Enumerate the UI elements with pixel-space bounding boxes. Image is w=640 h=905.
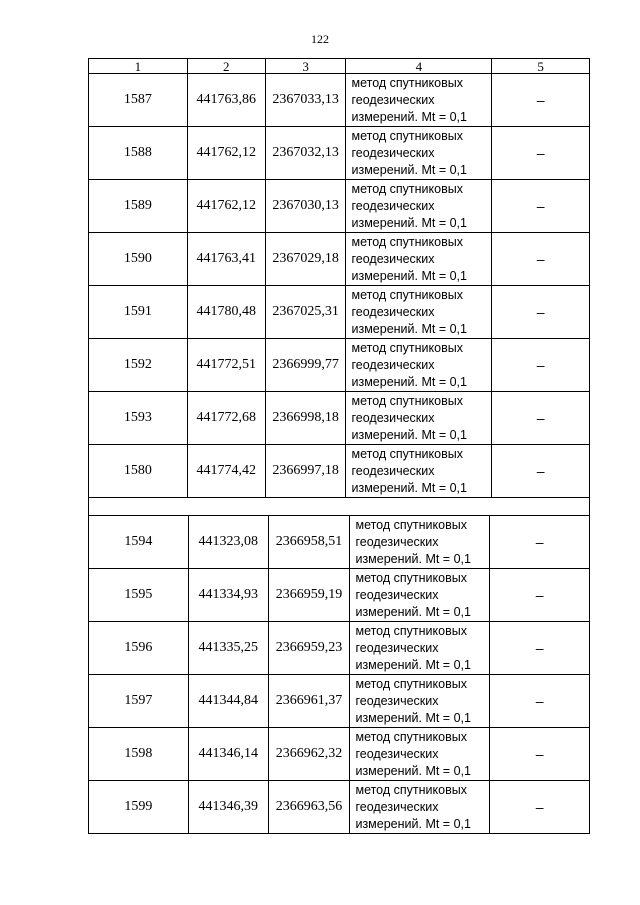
point-number-cell: 1587 [89,74,188,127]
method-cell: метод спутниковых геодезических измерений. Mt = 0,1 [346,74,492,127]
x-coordinate-cell: 441344,84 [189,675,269,728]
point-number-cell: 1597 [89,675,189,728]
table-row [88,569,590,622]
point-number-cell: 1592 [89,339,188,392]
method-cell: метод спутниковых геодезических измерений. Mt = 0,1 [346,286,492,339]
x-coordinate-cell: 441346,39 [189,781,269,834]
x-coordinate-cell: 441772,51 [188,339,266,392]
y-coordinate-cell: 2367030,13 [266,180,347,233]
table-group-1 [88,74,590,498]
table-row [88,74,590,127]
y-coordinate-cell: 2366997,18 [266,445,347,498]
point-number-cell: 1594 [89,516,189,569]
x-coordinate-cell: 441323,08 [189,516,269,569]
header-col-3: 3 [266,59,347,74]
table-row [88,127,590,180]
point-number-cell: 1598 [89,728,189,781]
note-cell: – [492,233,590,286]
x-coordinate-cell: 441763,41 [188,233,266,286]
x-coordinate-cell: 441774,42 [188,445,266,498]
point-number-cell: 1588 [89,127,188,180]
note-cell: – [492,445,590,498]
y-coordinate-cell: 2366998,18 [266,392,347,445]
note-cell: – [492,286,590,339]
point-number-cell: 1599 [89,781,189,834]
table-row [88,392,590,445]
page-number: 122 [311,32,329,46]
method-cell: метод спутниковых геодезических измерений. Mt = 0,1 [350,675,490,728]
y-coordinate-cell: 2367025,31 [266,286,347,339]
y-coordinate-cell: 2366959,23 [269,622,351,675]
coordinates-table [88,58,590,834]
table-row [88,675,590,728]
x-coordinate-cell: 441780,48 [188,286,266,339]
note-cell: – [492,180,590,233]
note-cell: – [490,622,590,675]
method-cell: метод спутниковых геодезических измерений. Mt = 0,1 [350,569,490,622]
point-number-cell: 1589 [89,180,188,233]
method-cell: метод спутниковых геодезических измерений. Mt = 0,1 [346,127,492,180]
note-cell: – [492,127,590,180]
table-row [88,286,590,339]
method-cell: метод спутниковых геодезических измерений. Mt = 0,1 [346,233,492,286]
method-cell: метод спутниковых геодезических измерений. Mt = 0,1 [350,781,490,834]
method-cell: метод спутниковых геодезических измерений. Mt = 0,1 [350,728,490,781]
x-coordinate-cell: 441772,68 [188,392,266,445]
table-row [88,781,590,834]
table-row [88,339,590,392]
y-coordinate-cell: 2366963,56 [269,781,351,834]
table-row [88,445,590,498]
point-number-cell: 1591 [89,286,188,339]
x-coordinate-cell: 441763,86 [188,74,266,127]
table-row [88,233,590,286]
y-coordinate-cell: 2366999,77 [266,339,347,392]
x-coordinate-cell: 441335,25 [189,622,269,675]
method-cell: метод спутниковых геодезических измерений. Mt = 0,1 [346,180,492,233]
method-cell: метод спутниковых геодезических измерений. Mt = 0,1 [350,516,490,569]
note-cell: – [490,728,590,781]
y-coordinate-cell: 2367032,13 [266,127,347,180]
x-coordinate-cell: 441762,12 [188,180,266,233]
table-group-2 [88,516,590,834]
table-header-row [88,58,590,74]
table-row [88,180,590,233]
note-cell: – [490,516,590,569]
point-number-cell: 1590 [89,233,188,286]
method-cell: метод спутниковых геодезических измерений. Mt = 0,1 [350,622,490,675]
note-cell: – [490,675,590,728]
header-col-4: 4 [346,59,492,74]
y-coordinate-cell: 2366959,19 [269,569,351,622]
table-row [88,622,590,675]
y-coordinate-cell: 2366961,37 [269,675,351,728]
x-coordinate-cell: 441762,12 [188,127,266,180]
note-cell: – [490,781,590,834]
header-col-2: 2 [188,59,266,74]
header-col-1: 1 [89,59,188,74]
note-cell: – [490,569,590,622]
y-coordinate-cell: 2367029,18 [266,233,347,286]
y-coordinate-cell: 2366962,32 [269,728,351,781]
table-separator-row [88,498,590,516]
y-coordinate-cell: 2366958,51 [269,516,351,569]
point-number-cell: 1595 [89,569,189,622]
point-number-cell: 1580 [89,445,188,498]
point-number-cell: 1596 [89,622,189,675]
note-cell: – [492,339,590,392]
method-cell: метод спутниковых геодезических измерений. Mt = 0,1 [346,339,492,392]
header-col-5: 5 [492,59,590,74]
point-number-cell: 1593 [89,392,188,445]
x-coordinate-cell: 441334,93 [189,569,269,622]
table-row [88,516,590,569]
method-cell: метод спутниковых геодезических измерений. Mt = 0,1 [346,445,492,498]
note-cell: – [492,74,590,127]
table-row [88,728,590,781]
y-coordinate-cell: 2367033,13 [266,74,347,127]
method-cell: метод спутниковых геодезических измерений. Mt = 0,1 [346,392,492,445]
x-coordinate-cell: 441346,14 [189,728,269,781]
note-cell: – [492,392,590,445]
